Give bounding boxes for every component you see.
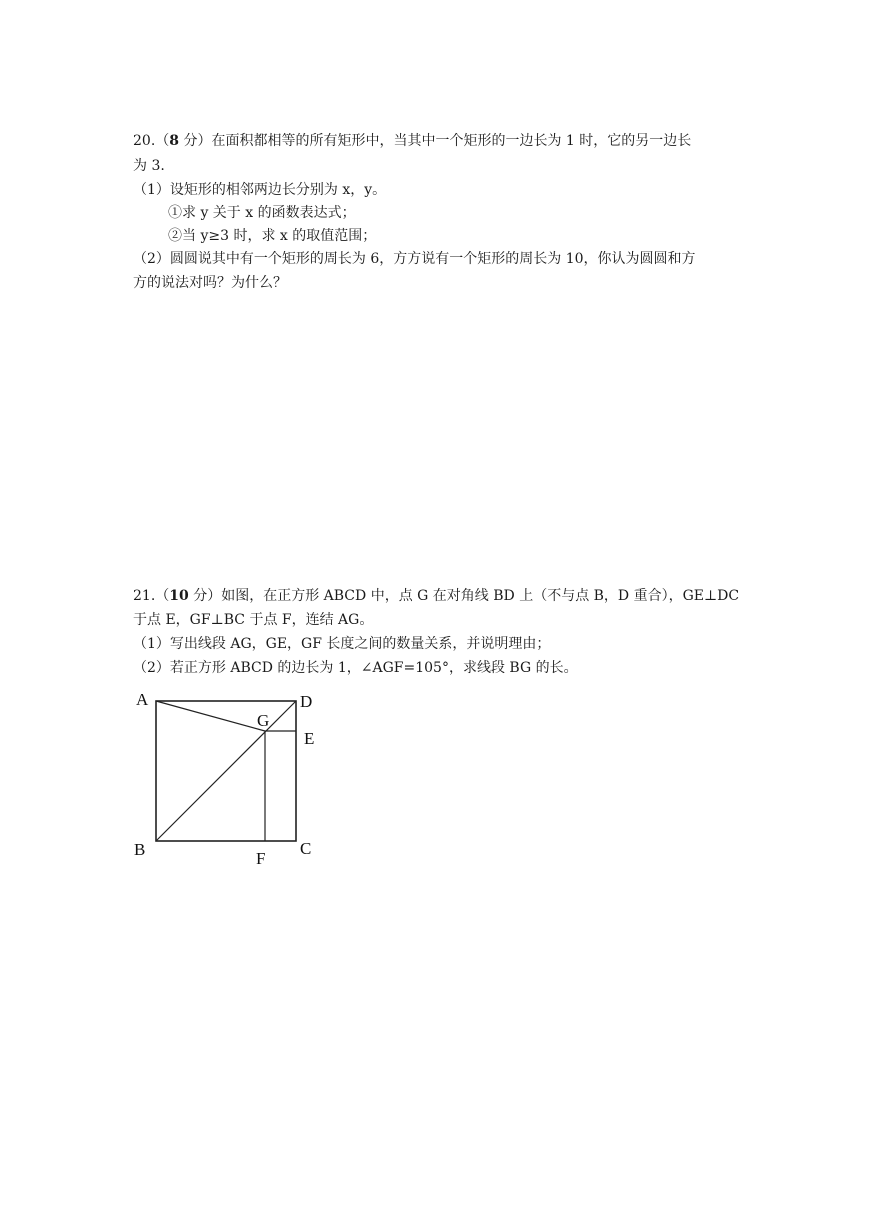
q20-line-1 [133, 131, 691, 151]
square-diagram [128, 688, 328, 868]
q20-open-paren: （ [155, 133, 170, 149]
q21-line-1 [133, 586, 739, 606]
segment-ag [156, 701, 265, 731]
q21-part-1: （1）写出线段 AG，GE，GF 长度之间的数量关系，并说明理由； [133, 636, 551, 652]
label-f: F [256, 849, 266, 868]
label-c: C [300, 839, 312, 858]
q21-line-2: 于点 E，GF⊥BC 于点 F，连结 AG。 [133, 612, 374, 628]
q20-part-2-line-2: 方的说法对吗？为什么？ [133, 275, 287, 291]
q20-part-2-line-1: （2）圆圆说其中有一个矩形的周长为 6，方方说有一个矩形的周长为 10，你认为圆圆和方 [133, 251, 696, 267]
label-b: B [134, 840, 146, 859]
q20-points: 8 [169, 133, 180, 149]
q20-line-2: 为 3. [133, 158, 165, 174]
q20-part-1: （1）设矩形的相邻两边长分别为 x，y。 [133, 182, 387, 198]
q20-number: 20. [133, 133, 156, 149]
q20-sub-1: ①求 y 关于 x 的函数表达式； [168, 205, 356, 221]
diagonal-bd [156, 701, 296, 841]
q21-open-paren: （ [155, 588, 170, 604]
q20-sub-2: ②当 y≥3 时，求 x 的取值范围； [168, 228, 377, 244]
q21-stem-text: 分）如图，在正方形 ABCD 中，点 G 在对角线 BD 上（不与点 B，D 重合），GE⊥DC [188, 588, 740, 604]
label-e: E [304, 729, 315, 748]
label-a: A [136, 690, 149, 709]
label-g: G [257, 711, 270, 730]
q21-part-2: （2）若正方形 ABCD 的边长为 1，∠AGF=105°，求线段 BG 的长。 [133, 660, 578, 676]
q20-stem-text: 分）在面积都相等的所有矩形中，当其中一个矩形的一边长为 1 时，它的另一边长 [179, 133, 692, 149]
q21-points: 10 [169, 588, 189, 604]
label-d: D [300, 692, 313, 711]
square-figure [128, 688, 328, 868]
q21-number: 21. [133, 588, 156, 604]
